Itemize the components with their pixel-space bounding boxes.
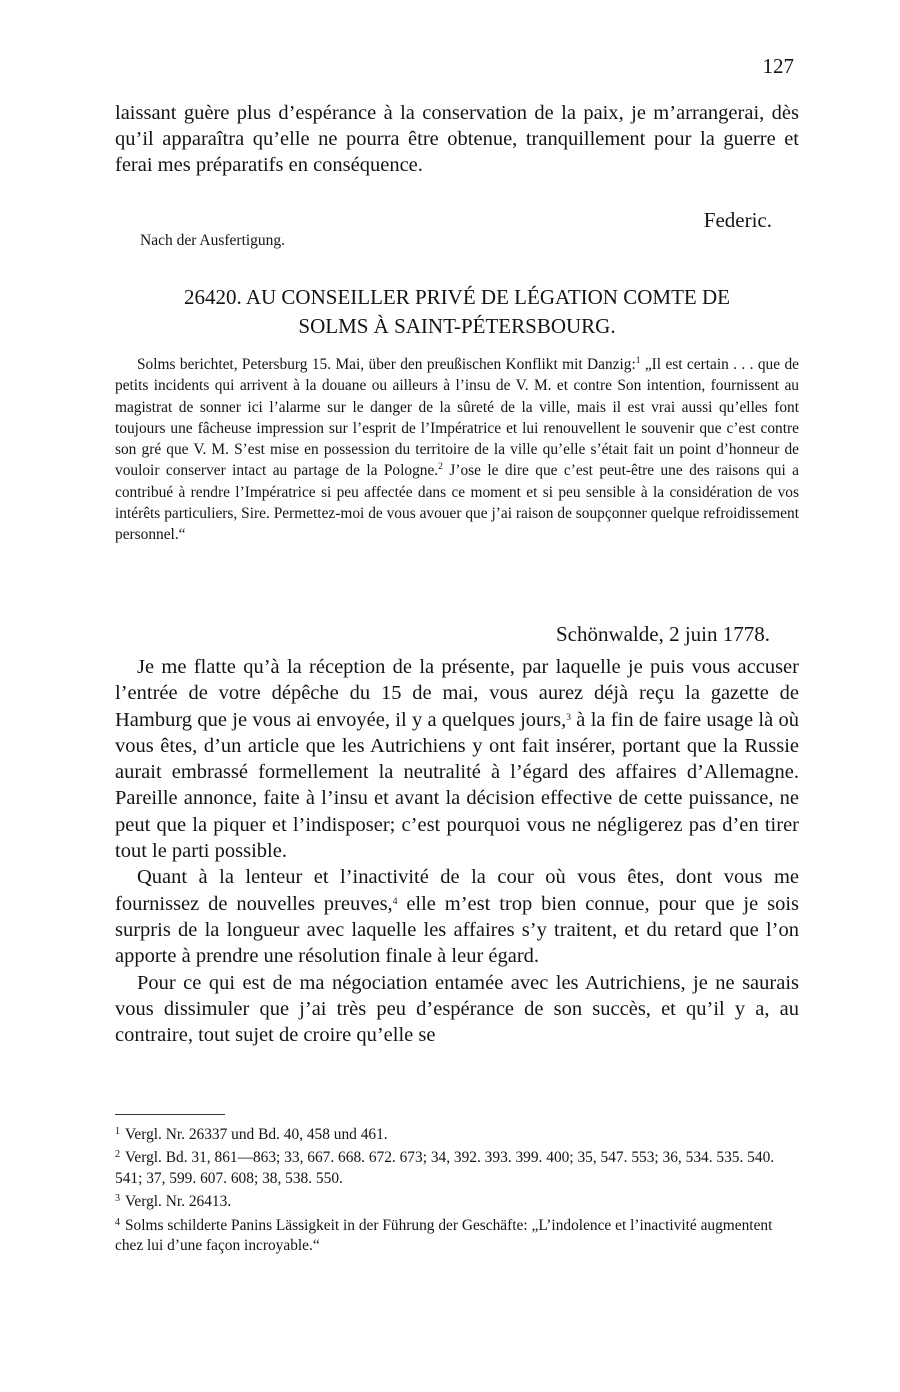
summary-text-2: „Il est certain . . . que de petits incidents qui arrivent à la douane ou ailleurs à l’insu de V. M. et contre Son intention, fournissent au magistrat de sonner ici l’alarme sur le danger de la sûreté de la ville, mais il est vrai aussi qu’elles font toujours une fâcheuse impression sur l’esprit de l’Impératrice et lui renouvellent le souvenir que c’est contre son gré que V. M. S’est mise en possession du territoire de la ville qu’elle s’était fait un point d’honneur de vouloir conserver intact au partage de la Pologne. [115,356,799,480]
footnote-divider [115,1114,225,1115]
continuation-paragraph [115,100,799,178]
page-number: 127 [762,54,794,78]
footnote [115,1145,799,1189]
letter-text-1a: Je me flatte qu’à la réception de la présente, par laquelle je puis vous accuser l’entrée de votre dépêche du 15 de mai, vous aurez déjà reçu la gazette de Hamburg que je vous ai envoyée, il y a quelques jours, [115,656,799,731]
dateline: Schönwalde, 2 juin 1778. [555,622,770,646]
footnote-mark: 1 [115,1126,120,1137]
footnotes [115,1122,799,1256]
document-heading [115,283,799,341]
letter-text-2a: Quant à la lenteur et l’inactivité de la cour où vous êtes, dont vous me fournissez de nouvelles preuves, [115,866,799,915]
footnote-ref-4: 4 [392,896,398,907]
footnote-mark: 2 [115,1149,120,1161]
footnote [115,1213,799,1257]
footnote-ref-3: 3 [566,712,571,723]
summary-paragraph [115,354,799,546]
footnote-ref-2: 2 [438,462,443,473]
letter-paragraph-2 [115,864,799,969]
report-summary [115,354,799,546]
heading-line-2: SOLMS À SAINT-PÉTERSBOURG. [298,314,616,338]
footnote-text: Vergl. Bd. 31, 861—863; 33, 667. 668. 672. 673; 34, 392. 393. 399. 400; 35, 547. 553; 36, 534. 535. 540. 541; 37, 599. 607. 608; 38, 538. 550. [115,1149,775,1187]
letter-text-2b: elle m’est trop bien connue, pour que je sois surpris de la longueur avec laquelle les affaires s’y traitent, et du retard que l’on apporte à prendre une résolution finale à leur égard. [115,892,799,968]
footnote-mark: 4 [115,1216,120,1228]
footnote-text: Solms schilderte Panins Lässigkeit in der Führung der Geschäfte: „L’indolence et l’inactivité augmentent chez lui d’une façon incroyable.“ [115,1216,773,1255]
footnote [115,1189,799,1212]
signature: Federic. [703,208,772,232]
summary-text-1: Solms berichtet, Petersburg 15. Mai, über den preußischen Konflikt mit Danzig: [137,356,636,373]
letter-text-1b: à la fin de faire usage là où vous êtes, d’un article que les Autrichiens y ont fait insérer, portant que la Russie aurait embrassé formellement la neutralité à l’égard des affaires d’Allemagne. Pareille annonce, faite à l’insu et avant la décision effective de cette puissance, ne peut que la piquer et l’indisposer; c’est pourquoi vous ne négligerez pas d’en tirer tout le parti possible. [115,708,799,863]
footnote-ref-1: 1 [635,356,641,366]
footnote [115,1122,799,1145]
letter-body [115,654,799,1048]
footnote-text: Vergl. Nr. 26337 und Bd. 40, 458 und 461. [125,1126,388,1143]
heading-line-1: 26420. AU CONSEILLER PRIVÉ DE LÉGATION COMTE DE [184,285,730,309]
letter-paragraph-3: Pour ce qui est de ma négociation entamée avec les Autrichiens, je ne saurais vous dissimuler que j’ai très peu d’espérance de son succès, et qu’il y a, au contraire, tout sujet de croire qu’elle se [115,971,799,1047]
continuation-text: laissant guère plus d’espérance à la conservation de la paix, je m’arrangerai, dès qu’il apparaîtra qu’elle ne pourra être obtenue, tranquillement pour la guerre et ferai mes préparatifs en conséquence. [115,102,799,176]
footnote-mark: 3 [115,1193,120,1205]
letter-paragraph-1 [115,654,799,864]
footnote-text: Vergl. Nr. 26413. [125,1193,232,1211]
summary-text-3: J’ose le dire que c’est peut-être une des raisons qui a contribué à rendre l’Impératrice si peu affectée dans ce moment et si peu sensible à la considération de vos intérêts particuliers, Sire. Permettez-moi de vous avouer que j’ai raison de soupçonner quelque refroidissement personnel.“ [115,462,799,544]
source-note: Nach der Ausfertigung. [140,232,286,249]
